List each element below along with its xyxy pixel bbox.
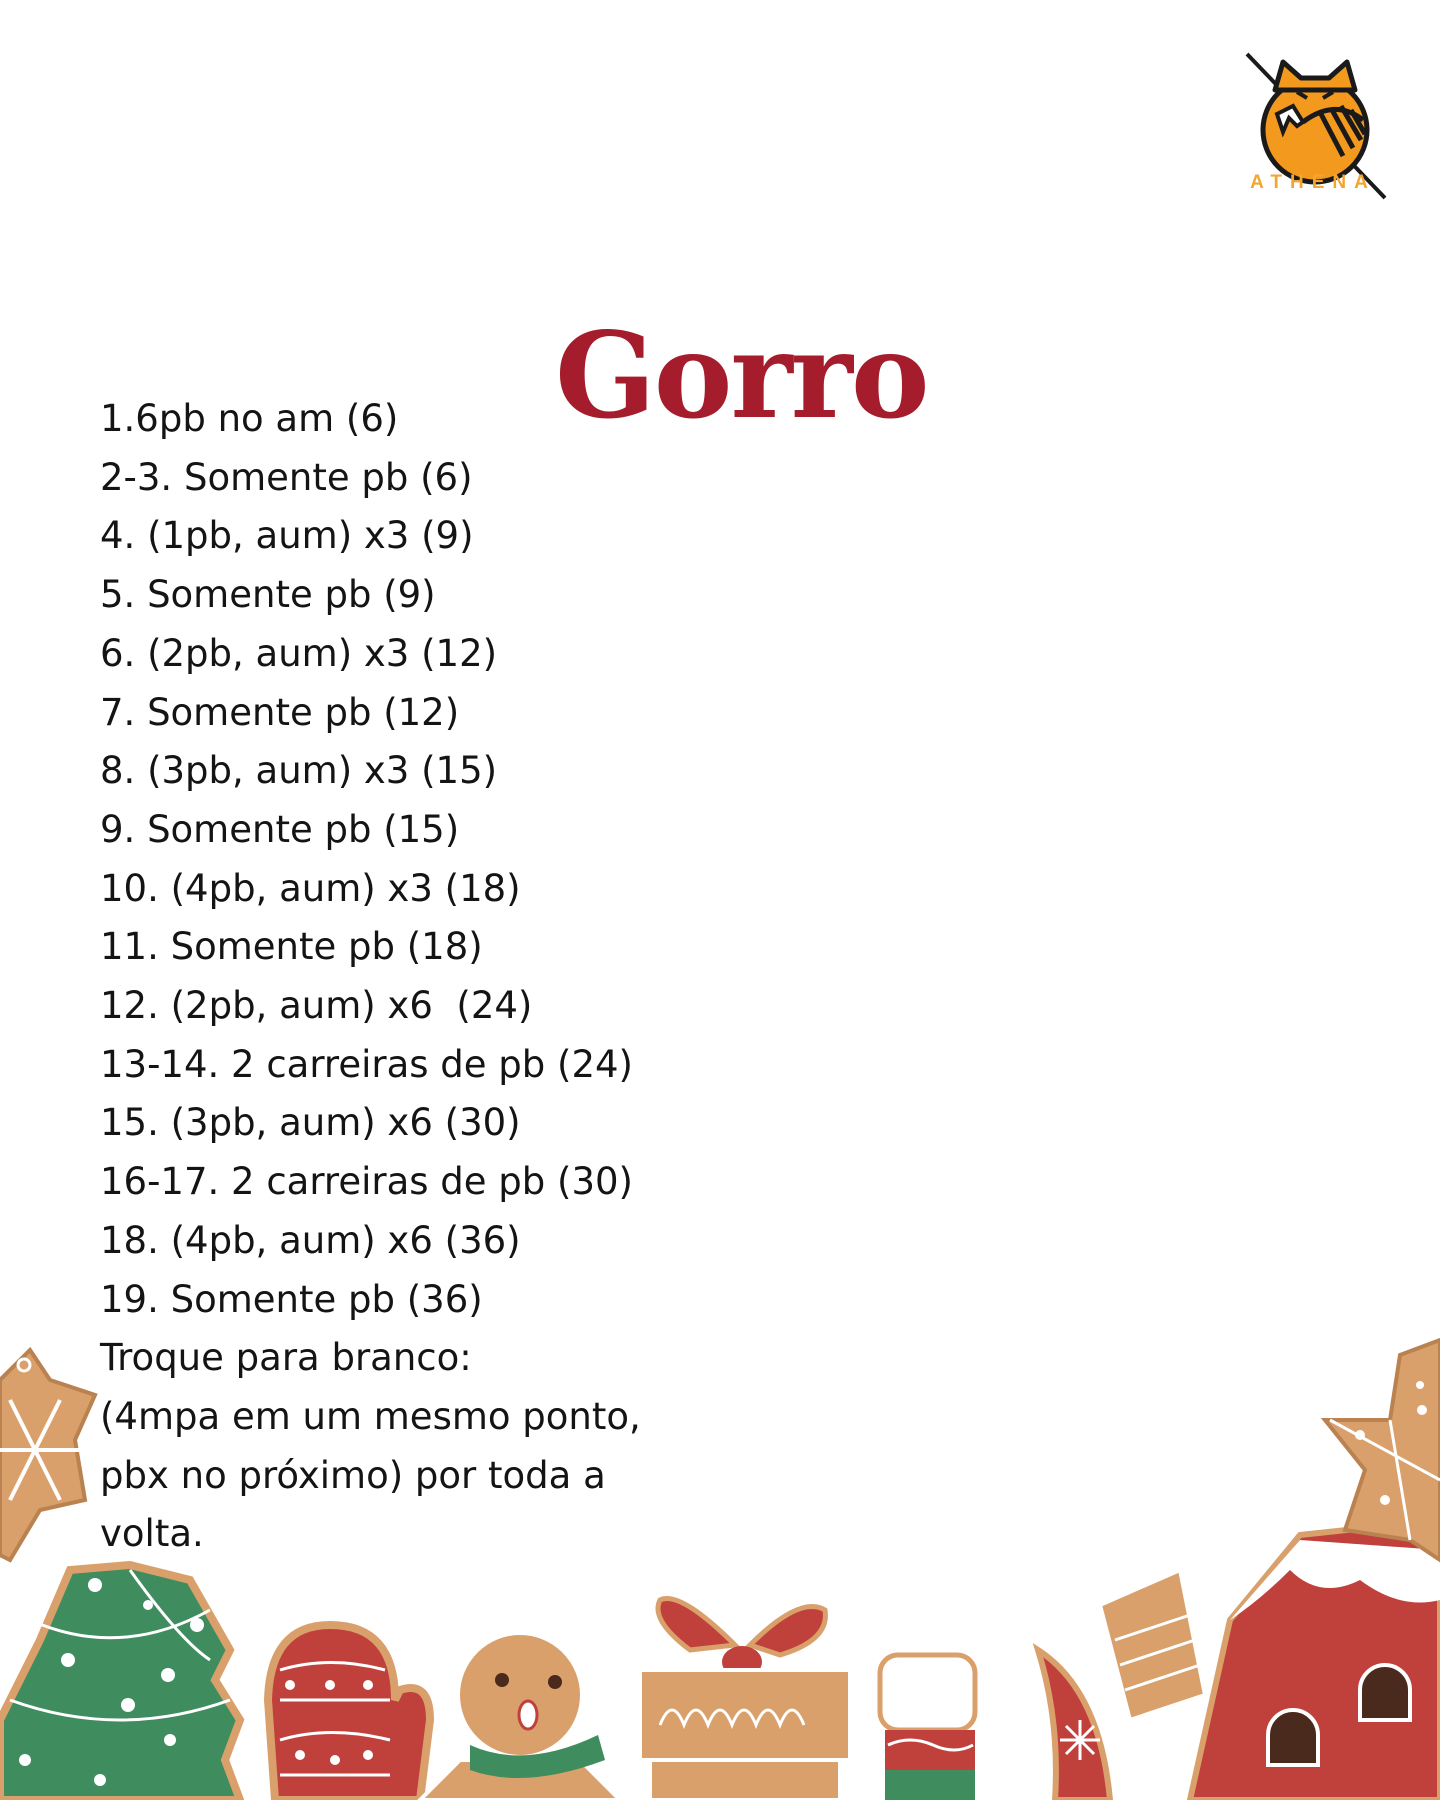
instruction-line: 2-3. Somente pb (6) [100, 455, 473, 499]
instruction-line: Troque para branco: [100, 1336, 472, 1380]
instruction-line: (4mpa em um mesmo ponto, [100, 1394, 641, 1438]
instruction-line: 9. Somente pb (15) [100, 807, 460, 851]
page-title: Gorro [555, 306, 928, 446]
instruction-line: 7. Somente pb (12) [100, 690, 460, 734]
instruction-list [100, 390, 641, 1564]
instruction-line: 1.6pb no am (6) [100, 397, 399, 440]
instruction-line: 12. (2pb, aum) x6 (24) [100, 984, 533, 1028]
instruction-line: 16-17. 2 carreiras de pb (30) [100, 1160, 633, 1204]
instruction-line: 13-14. 2 carreiras de pb (24) [100, 1042, 633, 1086]
stocking-cookie-icon [880, 1655, 975, 1800]
gingerbread-man-icon [420, 1633, 620, 1800]
gift-box-cookie-icon [640, 1598, 850, 1800]
candy-cane-cookie-icon [1038, 1650, 1110, 1800]
instruction-line: 11. Somente pb (18) [100, 925, 483, 969]
instruction-line: volta. [100, 1512, 204, 1556]
instruction-line: 19. Somente pb (36) [100, 1277, 483, 1321]
instruction-line: pbx no próximo) por toda a [100, 1453, 606, 1497]
instruction-line: 18. (4pb, aum) x6 (36) [100, 1218, 521, 1262]
snowflake-star-cookie-icon [0, 1350, 95, 1560]
gingerbread-house-icon [1100, 1520, 1440, 1800]
instruction-line: 10. (4pb, aum) x3 (18) [100, 866, 521, 910]
instruction-line: 4. (1pb, aum) x3 (9) [100, 514, 474, 558]
brand-name: ATHENA [1250, 172, 1376, 193]
mitten-cookie-icon [268, 1625, 430, 1800]
instruction-line: 5. Somente pb (9) [100, 573, 436, 617]
instruction-line: 6. (2pb, aum) x3 (12) [100, 631, 498, 675]
instruction-line: 15. (3pb, aum) x6 (30) [100, 1101, 521, 1145]
instruction-line: 8. (3pb, aum) x3 (15) [100, 749, 498, 793]
christmas-tree-cookie-icon [0, 1565, 240, 1800]
star-cookie-icon [1325, 1340, 1440, 1560]
